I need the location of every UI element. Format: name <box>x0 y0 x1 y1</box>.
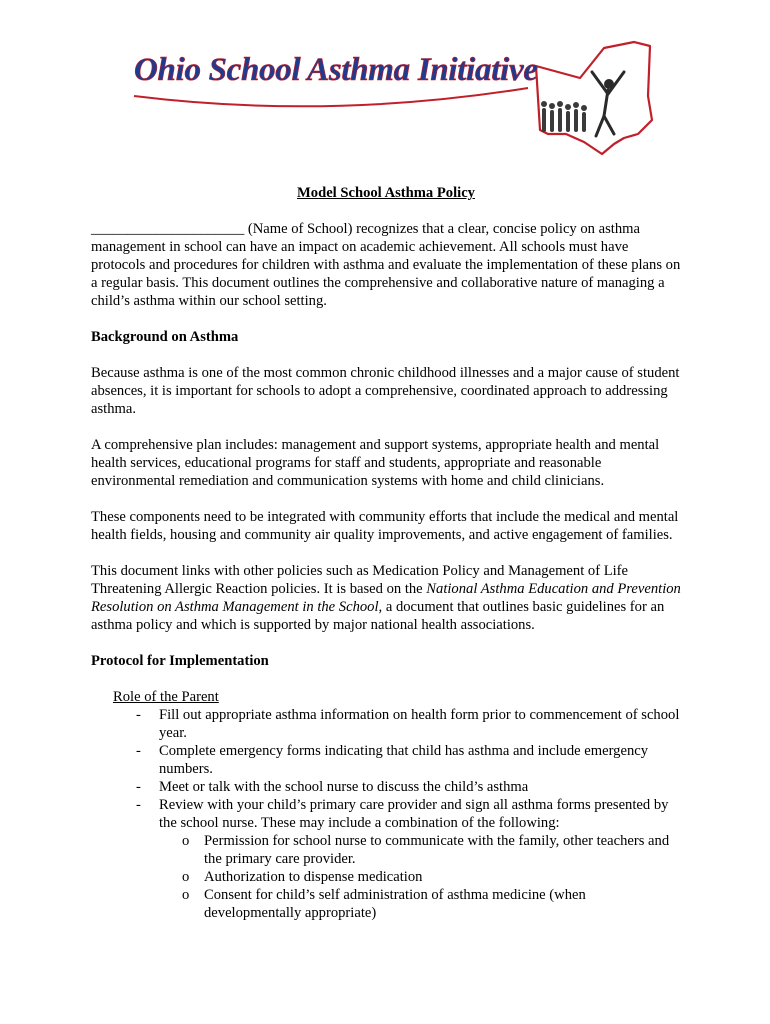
background-heading: Background on Asthma <box>91 329 239 345</box>
parent-role-list <box>91 706 681 922</box>
document-body <box>91 184 681 922</box>
background-paragraph-2: A comprehensive plan includes: management and support systems, appropriate health and mental health services, educational programs for staff and students, appropriate and reasonable environmental remediation and communication systems with home and child clinicians. <box>91 437 660 489</box>
background-paragraph-4 <box>91 562 681 634</box>
p4-text-a: This document links with other policies such as Medication Policy and Management of Life Threatening Allergic Reaction policies. It is based on the <box>91 563 629 597</box>
protocol-heading: Protocol for Implementation <box>91 653 269 669</box>
sub-list-item: o Permission for school nurse to communicate with the family, other teachers and the primary care provider. <box>204 832 681 868</box>
list-item-text: Review with your child’s primary care provider and sign all asthma forms presented by the school nurse. These may include a combination of the following: <box>159 797 669 831</box>
sub-list-item: o Authorization to dispense medication <box>204 868 681 886</box>
list-item: - Complete emergency forms indicating that child has asthma and include emergency numbers. <box>159 742 681 778</box>
list-item: - Meet or talk with the school nurse to discuss the child’s asthma <box>159 778 681 796</box>
background-paragraph-3: These components need to be integrated with community efforts that include the medical and mental health fields, housing and community air quality improvements, and active engagement of families. <box>91 509 679 543</box>
logo-wordmark: Ohio School Asthma Initiative <box>134 52 538 88</box>
background-paragraph-1: Because asthma is one of the most common chronic childhood illnesses and a major cause of student absences, it is important for schools to adopt a comprehensive, coordinated approach to addressing asthma. <box>91 365 680 417</box>
ohio-map-icon <box>128 38 658 158</box>
sub-list-item: o Consent for child’s self administration of asthma medicine (when developmentally appropriate) <box>204 886 681 922</box>
list-item <box>159 796 681 922</box>
forms-sublist <box>159 832 681 922</box>
list-item: - Fill out appropriate asthma information on health form prior to commencement of school year. <box>159 706 681 742</box>
intro-paragraph: _____________________ (Name of School) recognizes that a clear, concise policy on asthma management in school can have an impact on academic achievement. All schools must have protocols and procedures for children with asthma and evaluate the implementation of these plans on a regular basis. This document outlines the comprehensive and collaborative nature of managing a child’s asthma within our school setting. <box>91 221 681 309</box>
p4-text-b: a document that outlines basic guidelines for an asthma policy and which is supported by major national health associations. <box>91 599 665 633</box>
p4-italic-title: National Asthma Education and Prevention Resolution on Asthma Management in the School, <box>91 581 681 615</box>
role-parent-heading: Role of the Parent <box>113 689 219 705</box>
logo <box>128 38 658 158</box>
document-title: Model School Asthma Policy <box>297 185 475 201</box>
